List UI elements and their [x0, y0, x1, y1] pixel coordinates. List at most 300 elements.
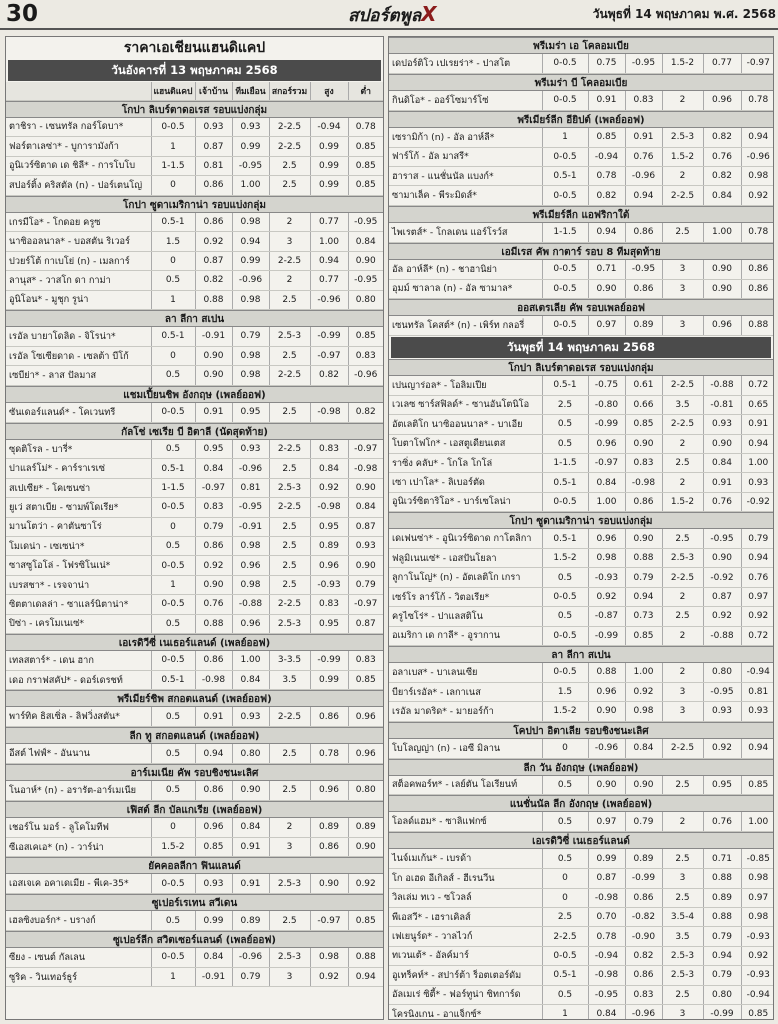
page-header [0, 0, 778, 30]
odds-table [389, 54, 774, 74]
odds-cell: 0-0.5 [151, 948, 195, 967]
section-header: เฟิสต์ ลีก บัลแกเรีย (เพลย์ออฟ) [6, 801, 383, 818]
match-cell: ฮาราส - แนชั่นนัล แบงก์* [389, 167, 542, 186]
odds-cell: 2.5-3 [662, 128, 703, 147]
odds-cell: -0.96 [625, 167, 662, 186]
odds-cell: -0.95 [348, 213, 383, 232]
table-row [389, 128, 774, 147]
odds-cell: 2-2.5 [269, 707, 310, 726]
odds-cell: 0.92 [625, 682, 662, 701]
table-row [6, 537, 383, 556]
odds-cell: 0.86 [195, 176, 232, 195]
odds-table [6, 213, 383, 310]
match-cell: ไนจ์เมเก้น* - เบรด้า [389, 849, 542, 868]
odds-cell: 0.93 [232, 707, 269, 726]
odds-cell: 1-1.5 [151, 156, 195, 175]
odds-cell: 0.78 [348, 118, 383, 137]
match-cell: อัตเลติโก นาซิออนนาล* - บาเอีย [389, 415, 542, 434]
odds-cell: 2-2.5 [269, 251, 310, 270]
odds-cell: 0.5 [542, 415, 588, 434]
odds-cell: 0.91 [195, 403, 232, 422]
odds-cell: 0 [151, 346, 195, 365]
section-header: พรีเมียร์ชิพ สกอตแลนด์ (เพลย์ออฟ) [6, 690, 383, 707]
match-cell: เรอัล บายาโดลิด - จิโรน่า* [6, 327, 151, 346]
odds-cell: 0.92 [741, 607, 774, 626]
table-row [389, 776, 774, 795]
odds-cell: 0.81 [195, 156, 232, 175]
odds-cell: 0.5 [151, 537, 195, 556]
table-row [389, 946, 774, 965]
odds-table [389, 663, 774, 722]
odds-cell: 0.77 [310, 271, 348, 290]
odds-cell: 0.97 [741, 888, 774, 907]
odds-cell: -0.99 [310, 327, 348, 346]
odds-cell: -0.81 [703, 395, 741, 414]
odds-cell: 0.80 [348, 290, 383, 309]
col-header: สูง [310, 82, 348, 100]
odds-cell: 3 [662, 682, 703, 701]
odds-cell: 0.90 [195, 366, 232, 385]
odds-cell: 2.5 [542, 395, 588, 414]
odds-cell: 0-0.5 [151, 498, 195, 517]
odds-cell: 0.5 [151, 744, 195, 763]
match-cell: ทเวนเต้* - อัลค์มาร์ [389, 946, 542, 965]
match-cell: อูเทร็คท์* - สปาร์ต้า ร็อตเตอร์ดัม [389, 966, 542, 985]
match-cell: เชอร์โน มอร์ - ลูโคโมทีฟ [6, 818, 151, 837]
table-row [389, 682, 774, 701]
odds-cell: 0.79 [703, 927, 741, 946]
table-row [6, 498, 383, 517]
odds-cell: 0.96 [348, 744, 383, 763]
odds-cell: 0.5 [151, 781, 195, 800]
odds-cell: 1.00 [741, 812, 774, 831]
odds-cell: 0.96 [703, 316, 741, 335]
odds-cell: 0.85 [625, 626, 662, 645]
odds-cell: 0-0.5 [151, 118, 195, 137]
odds-cell: 0 [542, 869, 588, 888]
match-cell: ลานุส* - วาสโก ดา กาม่า [6, 271, 151, 290]
table-row [6, 948, 383, 967]
odds-cell: -0.96 [625, 1004, 662, 1020]
match-cell: ซันเดอร์แลนด์* - โคเวนทรี [6, 403, 151, 422]
odds-cell: 2.5 [269, 911, 310, 930]
match-cell: ฟาร์โก้ - อัล มาสรี* [389, 147, 542, 166]
match-cell: เอสเจเค อคาเดเมีย - พีเค-35* [6, 874, 151, 893]
odds-cell: 0.5 [151, 440, 195, 459]
match-cell: เวเลซ ซาร์สฟิลด์* - ซานอันโตนิโอ [389, 395, 542, 414]
odds-cell: 3 [662, 702, 703, 721]
match-cell: เฟเยนูร์ด* - วาลไวก์ [389, 927, 542, 946]
section-header: เอเรดิวิซี่ เนเธอร์แลนด์ [389, 832, 773, 849]
odds-cell: 0.84 [625, 739, 662, 758]
table-row [389, 739, 774, 758]
table-row [6, 156, 383, 175]
odds-cell: -0.95 [232, 156, 269, 175]
match-cell: ซียง - เซนต์ กัลเลน [6, 948, 151, 967]
match-cell: พีเอสวี* - เฮราเคิลส์ [389, 908, 542, 927]
odds-cell: 1 [151, 967, 195, 986]
odds-cell: -0.88 [703, 626, 741, 645]
odds-cell: 0.84 [348, 232, 383, 251]
col-header: ทีมเยือน [232, 82, 269, 100]
odds-cell: 0.84 [310, 459, 348, 478]
odds-cell: -0.99 [588, 415, 625, 434]
odds-cell: 0.85 [741, 1004, 774, 1020]
odds-cell: 0.5-1 [542, 376, 588, 395]
odds-table [389, 260, 774, 299]
odds-cell: 1 [151, 575, 195, 594]
odds-cell: 1 [151, 137, 195, 156]
odds-cell: 0.79 [232, 327, 269, 346]
odds-cell: 0.83 [195, 498, 232, 517]
odds-cell: 0.98 [741, 869, 774, 888]
odds-cell: 1.00 [588, 492, 625, 511]
odds-cell: 3 [662, 260, 703, 279]
table-row [389, 167, 774, 186]
odds-cell: -0.98 [310, 403, 348, 422]
match-cell: ปิซ่า - เครโมเนเซ่* [6, 614, 151, 633]
odds-cell: 0.61 [625, 376, 662, 395]
match-cell: สเปเซีย* - โคเซนซ่า [6, 478, 151, 497]
odds-cell: 0.90 [588, 776, 625, 795]
odds-table [389, 223, 774, 243]
odds-cell: 0.92 [348, 874, 383, 893]
odds-cell: 3-3.5 [269, 651, 310, 670]
match-cell: อูนิเวร์ซิตาริโอ* - บาร์เซโลน่า [389, 492, 542, 511]
odds-cell: 0.99 [310, 176, 348, 195]
match-cell: ครูไซโร่* - ปาแลสติโน [389, 607, 542, 626]
odds-cell: 2-2.5 [269, 366, 310, 385]
odds-cell: 0.98 [741, 167, 774, 186]
odds-cell: 0.92 [195, 232, 232, 251]
odds-cell: -0.91 [195, 327, 232, 346]
odds-cell: 0.5 [542, 849, 588, 868]
odds-cell: 0.5 [151, 707, 195, 726]
odds-cell: 0.80 [703, 663, 741, 682]
odds-cell: 0.5-1 [151, 327, 195, 346]
odds-cell: 0.97 [588, 812, 625, 831]
table-row [6, 176, 383, 195]
odds-cell: 0.85 [348, 176, 383, 195]
odds-cell: 0.96 [310, 781, 348, 800]
odds-cell: 2 [662, 587, 703, 606]
odds-cell: 1 [542, 128, 588, 147]
odds-cell: 0.85 [625, 415, 662, 434]
odds-cell: 0 [151, 517, 195, 536]
left-sections [6, 101, 383, 988]
odds-cell: 0.76 [703, 492, 741, 511]
odds-cell: 0.79 [232, 967, 269, 986]
odds-cell: 2.5 [662, 607, 703, 626]
odds-cell: 0.97 [588, 316, 625, 335]
odds-cell: -0.95 [232, 498, 269, 517]
table-row [389, 186, 774, 205]
table-row [389, 529, 774, 548]
odds-cell: 2.5-3 [269, 614, 310, 633]
odds-cell: 0.86 [625, 279, 662, 298]
odds-cell: 0.78 [741, 223, 774, 242]
odds-cell: 0.78 [741, 91, 774, 110]
col-header: แฮนดิแคป [151, 82, 195, 100]
odds-cell: 1.5-2 [662, 492, 703, 511]
section-header: โกปา ซูดาเมริกาน่า รอบแบ่งกลุ่ม [6, 196, 383, 213]
odds-cell: 0.80 [348, 781, 383, 800]
odds-cell: 0.95 [232, 403, 269, 422]
match-cell: โนอาห์* (n) - อรารัต-อาร์เมเนีย [6, 781, 151, 800]
odds-cell: 0.66 [625, 395, 662, 414]
odds-cell: -0.88 [232, 595, 269, 614]
match-cell: โบตาโฟโก* - เอสตูเดียนเตส [389, 434, 542, 453]
table-row [389, 279, 774, 298]
odds-cell: 0.79 [625, 812, 662, 831]
odds-cell: 0.93 [741, 702, 774, 721]
table-row [389, 626, 774, 645]
odds-cell: 0.78 [310, 744, 348, 763]
table-row [6, 911, 383, 930]
odds-cell: 1.00 [625, 663, 662, 682]
odds-cell: 0.92 [588, 587, 625, 606]
match-cell: บียาร์เรอัล* - เลกาเนส [389, 682, 542, 701]
odds-cell: 0.85 [588, 128, 625, 147]
match-cell: วิลเล่ม ทเว - ซโวลล์ [389, 888, 542, 907]
odds-cell: 0.81 [741, 682, 774, 701]
header-date: วันพุธที่ 14 พฤษภาคม พ.ศ. 2568 [592, 7, 776, 21]
odds-cell: 2.5-3 [269, 478, 310, 497]
match-cell: ซามาเล็ค - พีระมิดส์* [389, 186, 542, 205]
odds-cell: 2.5 [269, 346, 310, 365]
odds-table [6, 874, 383, 894]
odds-cell: -0.94 [741, 985, 774, 1004]
match-cell: เบรสชา* - เรจจาน่า [6, 575, 151, 594]
odds-cell: 0.94 [625, 587, 662, 606]
odds-cell: 0.5-1 [542, 966, 588, 985]
odds-cell: 0.72 [741, 376, 774, 395]
odds-cell: 0-0.5 [542, 147, 588, 166]
odds-cell: 0.98 [232, 213, 269, 232]
section-header: โกปา ซูดาเมริกาน่า รอบแบ่งกลุ่ม [389, 512, 773, 529]
odds-cell: 0.82 [703, 128, 741, 147]
table-row [6, 213, 383, 232]
match-cell: อูนิเวร์ซิตาด เด ชิลี* - การโบโบ [6, 156, 151, 175]
right-top-sections [389, 37, 773, 336]
table-row [389, 223, 774, 242]
section-header: ยัคคอลลีกา ฟินแลนด์ [6, 857, 383, 874]
odds-cell: 0.84 [232, 670, 269, 689]
odds-cell: 0.91 [195, 707, 232, 726]
odds-cell: 0 [151, 176, 195, 195]
match-cell: เซบีย่า* - ลาส ปัลมาส [6, 366, 151, 385]
odds-cell: 0.90 [703, 279, 741, 298]
odds-cell: -0.85 [741, 849, 774, 868]
odds-cell: 0.91 [741, 415, 774, 434]
odds-cell: 0.92 [741, 946, 774, 965]
match-cell: เรอัล มาดริด* - มายอร์ก้า [389, 702, 542, 721]
odds-cell: 2-2.5 [269, 118, 310, 137]
odds-cell: 1-1.5 [542, 453, 588, 472]
odds-cell: 1.5 [542, 682, 588, 701]
odds-cell: 0.87 [703, 587, 741, 606]
odds-cell: 2.5-3 [662, 966, 703, 985]
odds-cell: -0.98 [348, 459, 383, 478]
table-row [389, 985, 774, 1004]
odds-cell: 0.85 [348, 670, 383, 689]
match-cell: อูนิโอน* - มูชุก รูน่า [6, 290, 151, 309]
section-header: อาร์เมเนีย คัพ รอบชิงชนะเลิศ [6, 764, 383, 781]
odds-cell: 2 [269, 818, 310, 837]
match-cell: อีสต์ ไฟฟ์* - อันนาน [6, 744, 151, 763]
odds-cell: 0-0.5 [542, 946, 588, 965]
odds-cell: 0.89 [310, 537, 348, 556]
odds-cell: 0.99 [310, 137, 348, 156]
odds-cell: -0.97 [310, 911, 348, 930]
table-row [389, 54, 774, 73]
odds-cell: 0.91 [625, 128, 662, 147]
odds-cell: -0.88 [703, 376, 741, 395]
odds-cell: 0-0.5 [542, 186, 588, 205]
odds-table [389, 812, 774, 832]
section-header: ซูเปอร์เรเทน สวีเดน [6, 894, 383, 911]
table-row [389, 908, 774, 927]
odds-cell: 1 [542, 1004, 588, 1020]
odds-cell: 3.5 [662, 395, 703, 414]
odds-cell: 2 [269, 271, 310, 290]
table-row [6, 271, 383, 290]
odds-cell: -0.99 [310, 651, 348, 670]
odds-cell: 0.94 [741, 128, 774, 147]
odds-cell: -0.96 [232, 948, 269, 967]
odds-cell: 0.96 [703, 91, 741, 110]
odds-cell: 2.5 [662, 776, 703, 795]
odds-cell: 0.93 [232, 118, 269, 137]
match-cell: อเมริกา เด กาลี* - อูรากาน [389, 626, 542, 645]
odds-cell: 0.94 [348, 967, 383, 986]
match-cell: นาซิออลนาล* - บอสตัน ริเวอร์ [6, 232, 151, 251]
odds-cell: -0.94 [310, 118, 348, 137]
odds-cell: 0.5 [542, 985, 588, 1004]
odds-cell: 3 [662, 869, 703, 888]
odds-cell: 0.83 [348, 651, 383, 670]
col-header: เจ้าบ้าน [195, 82, 232, 100]
odds-cell: 2.5-3 [269, 327, 310, 346]
match-cell: อุมม์ ซาลาล (n) - อัล ซามาล* [389, 279, 542, 298]
match-cell: โบโลญญ่า (n) - เอซี มิลาน [389, 739, 542, 758]
odds-cell: 2-2.5 [269, 498, 310, 517]
odds-cell: 0-0.5 [151, 403, 195, 422]
odds-table [6, 707, 383, 727]
odds-cell: 0.77 [703, 54, 741, 73]
odds-cell: 3 [269, 232, 310, 251]
odds-cell: -0.98 [625, 473, 662, 492]
odds-cell: 0.91 [232, 874, 269, 893]
odds-table [389, 376, 774, 512]
match-cell: ตาชิรา - เซนทรัล กอร์โดบา* [6, 118, 151, 137]
odds-cell: 2.5 [662, 849, 703, 868]
odds-cell: 0.5 [542, 434, 588, 453]
odds-cell: 0.94 [625, 186, 662, 205]
odds-cell: 0.83 [310, 595, 348, 614]
odds-table [6, 818, 383, 857]
section-header: แชมเปี้ยนชิพ อังกฤษ (เพลย์ออฟ) [6, 386, 383, 403]
odds-cell: 0 [542, 739, 588, 758]
odds-cell: 0.99 [310, 670, 348, 689]
odds-table [389, 739, 774, 759]
odds-cell: 3 [662, 316, 703, 335]
left-column [5, 36, 384, 1020]
odds-cell: 2-2.5 [269, 440, 310, 459]
odds-cell: 0.94 [703, 946, 741, 965]
table-row [389, 395, 774, 414]
match-cell: เซรามิก้า (n) - อัล อาห์ลี* [389, 128, 542, 147]
odds-cell: 0.71 [703, 849, 741, 868]
odds-table [389, 776, 774, 796]
odds-cell: -0.97 [741, 54, 774, 73]
match-cell: ปาแลร์โม่* - คาร์ราเรเซ่ [6, 459, 151, 478]
odds-cell: 0.89 [310, 818, 348, 837]
odds-cell: 0.87 [348, 517, 383, 536]
odds-cell: 0.86 [195, 537, 232, 556]
match-cell: ซิตตาเดลล่า - ซาแลร์นิตาน่า* [6, 595, 151, 614]
odds-cell: -0.92 [741, 492, 774, 511]
odds-cell: 2.5 [269, 290, 310, 309]
match-cell: สปอร์ติ้ง คริสตัล (n) - ปอร์เตนโญ่ [6, 176, 151, 195]
odds-cell: -0.87 [588, 607, 625, 626]
odds-cell: 0.91 [703, 473, 741, 492]
odds-cell: 0.79 [703, 966, 741, 985]
odds-cell: 0.83 [348, 346, 383, 365]
odds-cell: 1 [151, 290, 195, 309]
odds-cell: 1.5-2 [151, 837, 195, 856]
odds-cell: 1.5-2 [662, 54, 703, 73]
odds-cell: -0.97 [348, 440, 383, 459]
logo-x: X [421, 2, 437, 26]
odds-cell: 2.5-3 [662, 549, 703, 568]
odds-cell: 0.76 [741, 568, 774, 587]
odds-cell: 0.93 [741, 473, 774, 492]
odds-cell: 0.73 [625, 607, 662, 626]
table-row [6, 327, 383, 346]
table-row [6, 614, 383, 633]
odds-cell: 0.86 [625, 492, 662, 511]
section-header: เอมีเรส คัพ กาตาร์ รอบ 8 ทีมสุดท้าย [389, 243, 773, 260]
odds-cell: -0.93 [741, 927, 774, 946]
odds-cell: 0.90 [195, 346, 232, 365]
odds-cell: 0.88 [703, 869, 741, 888]
col-header: ต่ำ [348, 82, 383, 100]
odds-cell: 0.89 [232, 911, 269, 930]
match-cell: อัล อาห์ลี* (n) - ชาฮานิย่า [389, 260, 542, 279]
odds-cell: -0.96 [232, 271, 269, 290]
odds-cell: 0.89 [348, 818, 383, 837]
odds-cell: -0.99 [625, 869, 662, 888]
odds-cell: 0.98 [232, 346, 269, 365]
table-row [6, 874, 383, 893]
odds-cell: -0.94 [588, 147, 625, 166]
odds-cell: 0.96 [232, 614, 269, 633]
odds-cell: 0.86 [310, 837, 348, 856]
odds-table [389, 849, 774, 1020]
odds-cell: 0.98 [310, 948, 348, 967]
odds-cell: 2.5 [269, 459, 310, 478]
odds-cell: -0.96 [348, 366, 383, 385]
odds-cell: -0.92 [703, 568, 741, 587]
odds-cell: 2.5 [269, 556, 310, 575]
table-row [6, 440, 383, 459]
odds-cell: 2.5 [662, 888, 703, 907]
odds-cell: 2-2.5 [542, 927, 588, 946]
odds-cell: 0.5 [151, 911, 195, 930]
odds-cell: 0.90 [703, 549, 741, 568]
table-row [6, 744, 383, 763]
